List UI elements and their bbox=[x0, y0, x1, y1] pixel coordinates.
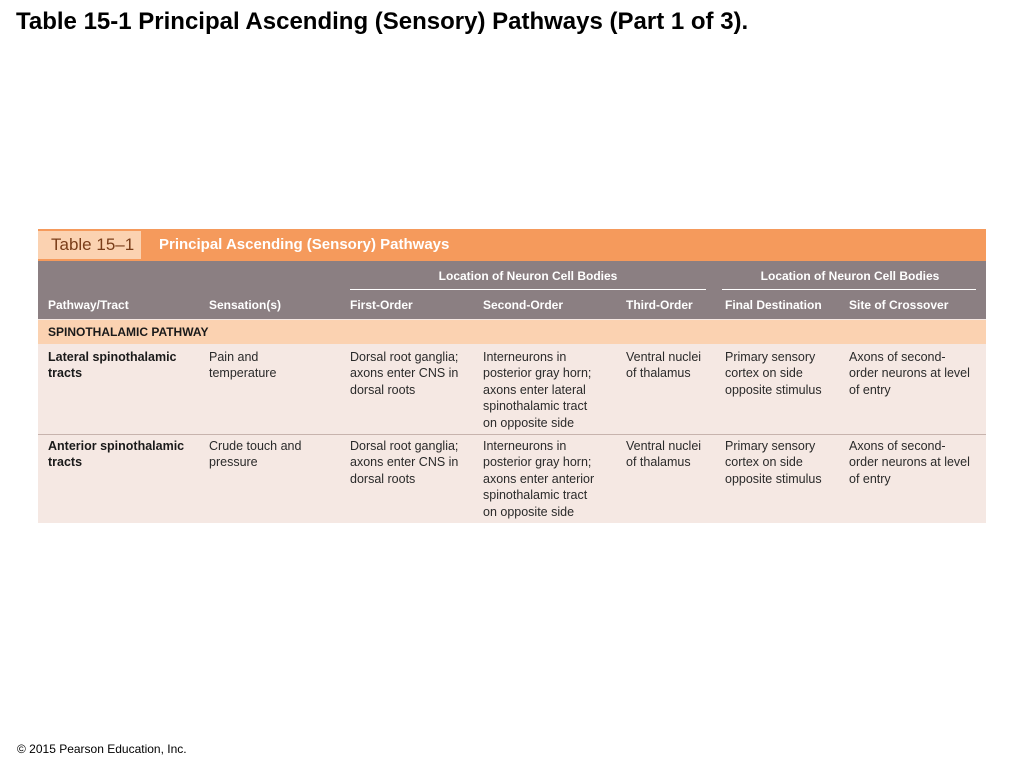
slide-title: Table 15-1 Principal Ascending (Sensory) Pathways (Part 1 of 3). bbox=[16, 8, 749, 35]
cell-third-order: Ventral nuclei of thalamus bbox=[626, 439, 702, 470]
cell-sensation: Crude touch and pressure bbox=[209, 439, 302, 470]
section-label: SPINOTHALAMIC PATHWAY bbox=[48, 325, 209, 339]
table-number-tag: Table 15–1 bbox=[38, 231, 141, 259]
column-header-third-order: Third-Order bbox=[626, 298, 693, 312]
table-title-bar bbox=[38, 229, 986, 261]
column-header-first-order: First-Order bbox=[350, 298, 413, 312]
column-header-band bbox=[38, 261, 986, 319]
group-header-neuron-locations-2: Location of Neuron Cell Bodies bbox=[760, 269, 940, 283]
column-header-final-destination: Final Destination bbox=[725, 298, 822, 312]
column-header-pathway: Pathway/Tract bbox=[48, 298, 129, 312]
cell-tract: Anterior spinothalamic tracts bbox=[48, 439, 185, 470]
column-header-second-order: Second-Order bbox=[483, 298, 564, 312]
cell-sensation: Pain and temperature bbox=[209, 350, 277, 381]
section-header bbox=[38, 320, 986, 344]
column-header-site-of-crossover: Site of Crossover bbox=[849, 298, 949, 312]
cell-tract: Lateral spinothalamic tracts bbox=[48, 350, 177, 381]
cell-first-order: Dorsal root ganglia; axons enter CNS in dorsal roots bbox=[350, 439, 459, 486]
cell-second-order: Interneurons in posterior gray horn; axons enter anterior spinothalamic tract on opposite side bbox=[483, 439, 595, 519]
copyright-footer: © 2015 Pearson Education, Inc. bbox=[17, 742, 187, 756]
row-divider bbox=[38, 434, 986, 435]
cell-crossover: Axons of second- order neurons at level of entry bbox=[849, 350, 970, 397]
pathways-table bbox=[38, 229, 986, 523]
cell-crossover: Axons of second- order neurons at level of entry bbox=[849, 439, 970, 486]
group-header-rule-2 bbox=[722, 289, 976, 290]
group-header-rule bbox=[350, 289, 706, 290]
table-heading: Principal Ascending (Sensory) Pathways bbox=[159, 236, 450, 253]
column-header-sensations: Sensation(s) bbox=[209, 298, 282, 312]
cell-first-order: Dorsal root ganglia; axons enter CNS in dorsal roots bbox=[350, 350, 459, 397]
cell-second-order: Interneurons in posterior gray horn; axons enter lateral spinothalamic tract on opposite side bbox=[483, 350, 592, 430]
group-header-neuron-locations: Location of Neuron Cell Bodies bbox=[438, 269, 618, 283]
cell-destination: Primary sensory cortex on side opposite stimulus bbox=[725, 350, 822, 397]
cell-third-order: Ventral nuclei of thalamus bbox=[626, 350, 702, 381]
cell-destination: Primary sensory cortex on side opposite stimulus bbox=[725, 439, 822, 486]
